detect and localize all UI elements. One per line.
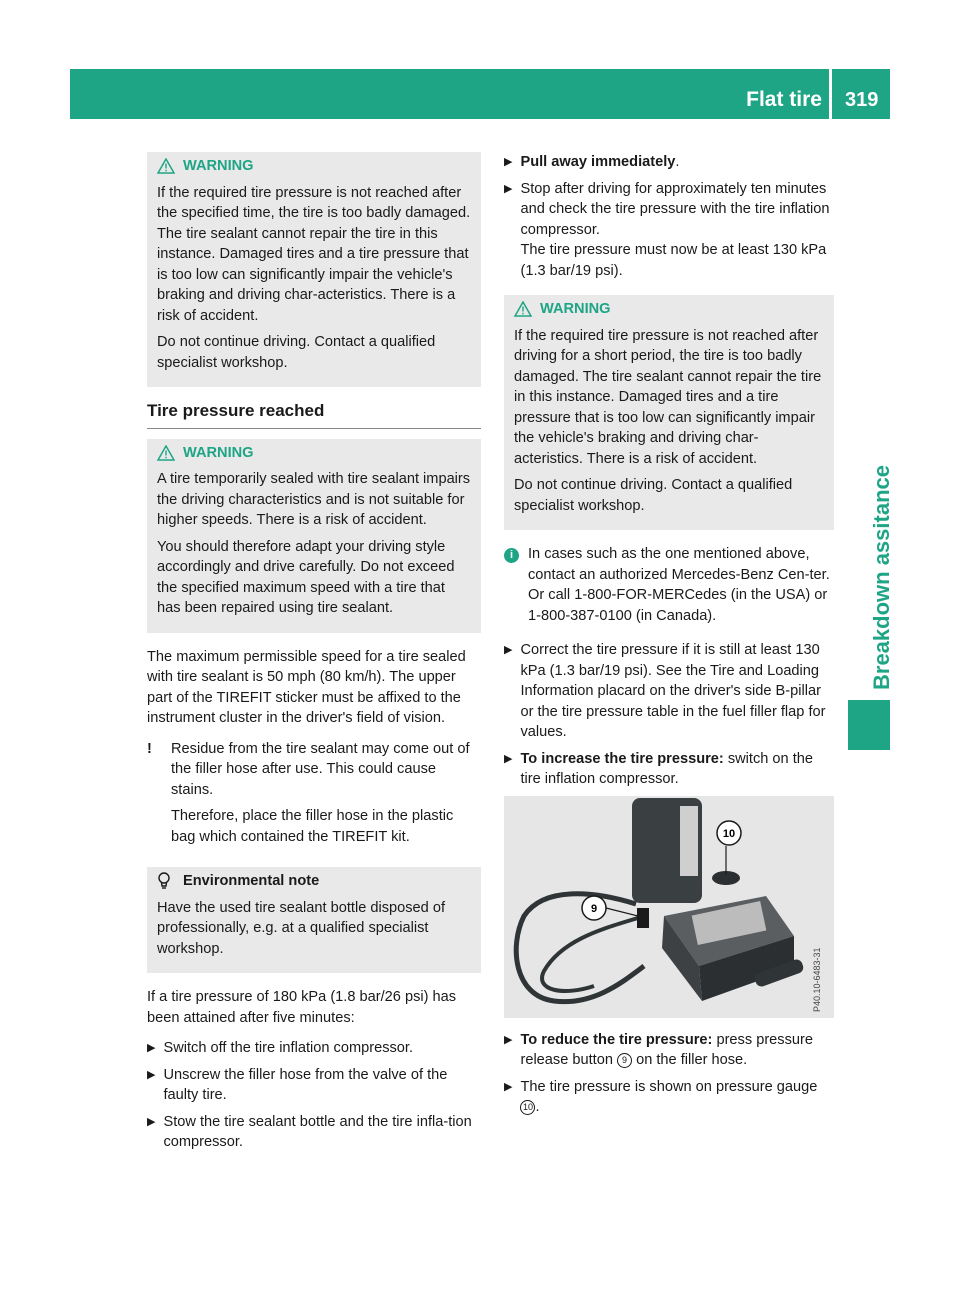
header-separator	[829, 69, 832, 119]
tirefit-kit-illustration	[504, 796, 834, 1018]
step-arrow-icon: ▶	[504, 182, 513, 195]
step-item: ▶ To reduce the tire pressure: press pressure release button 9 on the filler hose.	[504, 1030, 834, 1071]
step-item: ▶ Stop after driving for approximately ten minutes and check the tire pressure with the tire inflation compressor. The tire pressure must now be at least 130 kPa (1.3 bar/19 psi).	[504, 179, 834, 282]
warning-heading	[157, 443, 471, 464]
step-arrow-icon: ▶	[504, 1080, 513, 1093]
step-item: ▶ Pull away immediately.	[504, 152, 834, 173]
warning-title: WARNING	[183, 158, 254, 174]
warning-text: Do not continue driving. Contact a qualified specialist workshop.	[157, 334, 436, 371]
step-item: ▶ Switch off the tire inflation compressor.	[147, 1038, 481, 1059]
step-arrow-icon: ▶	[504, 1033, 513, 1046]
step-item: ▶ To increase the tire pressure: switch on the tire inflation compressor.	[504, 749, 834, 790]
caution-note	[147, 739, 481, 854]
step-arrow-icon: ▶	[504, 752, 513, 765]
callout-9: 9	[590, 902, 598, 915]
tirefit-kit-drawing	[504, 796, 834, 1018]
page-number: 319	[845, 89, 879, 111]
warning-text: A tire temporarily sealed with tire sealant impairs the driving characteristics and is not suitable for higher speeds. There is a risk of accident.	[157, 471, 471, 528]
warning-heading	[157, 156, 471, 177]
figure-code: P40.10-6483-31	[812, 946, 822, 1012]
right-column	[504, 152, 834, 1124]
side-tab-block	[848, 700, 890, 750]
environmental-note-title: Environmental note	[183, 873, 320, 889]
step-arrow-icon: ▶	[504, 644, 513, 656]
warning-title: WARNING	[183, 444, 254, 461]
environmental-note-box	[147, 867, 481, 973]
reference-9: 9	[617, 1053, 632, 1068]
environmental-note-text: Have the used tire sealant bottle disposed of professionally, e.g. at a qualified specialist workshop.	[157, 899, 446, 957]
step-item: ▶ Correct the tire pressure if it is still at least 130 kPa (1.3 bar/19 psi). See the Tire and Loading Information placard on the driver's side B-pillar or the tire pressure table in the fuel filler flap for values.	[504, 640, 834, 743]
caution-text: Residue from the tire sealant may come out of the filler hose after use. This could cause stains.	[171, 740, 470, 798]
info-icon: i	[504, 548, 519, 563]
warning-text: Do not continue driving. Contact a qualified specialist workshop.	[514, 477, 793, 514]
callout-10: 10	[722, 827, 736, 840]
body-paragraph: If a tire pressure of 180 kPa (1.8 bar/26 psi) has been attained after five minutes:	[147, 989, 457, 1026]
step-arrow-icon: ▶	[147, 1115, 156, 1128]
step-arrow-icon: ▶	[147, 1042, 156, 1054]
section-title: Flat tire	[746, 88, 822, 111]
warning-text: If the required tire pressure is not reached after the specified time, the tire is too badly damaged. The tire sealant cannot repair the tire in this instance. Damaged tires and a tire pressure that is too low can significantly impair the vehicle's braking and driving char-acteristics. There is a risk of accident.	[157, 184, 471, 324]
warning-heading	[514, 299, 824, 320]
info-note	[504, 544, 834, 632]
warning-box	[147, 439, 481, 633]
step-item: ▶ The tire pressure is shown on pressure gauge 10 .	[504, 1077, 834, 1118]
warning-text: If the required tire pressure is not reached after driving for a short period, the tire is too badly damaged. The tire sealant cannot repair the tire in this instance. Damaged tires and a tire pressure that is too low can significantly impair the vehicle's braking and driving char-acteristics. There is a risk of accident.	[514, 327, 822, 467]
step-arrow-icon: ▶	[504, 156, 513, 168]
side-tab-label: Breakdown assitance	[869, 465, 894, 690]
reference-10: 10	[520, 1100, 535, 1115]
step-item: ▶ Stow the tire sealant bottle and the tire infla-tion compressor.	[147, 1112, 481, 1153]
warning-title: WARNING	[540, 301, 611, 317]
warning-text: You should therefore adapt your driving style accordingly and drive carefully. Do not exceed the specified maximum speed with a tire that has been repaired using tire sealant.	[157, 538, 455, 616]
warning-triangle-icon	[157, 445, 175, 461]
info-text: In cases such as the one mentioned above, contact an authorized Mercedes-Benz Cen-ter. Or call 1-800-FOR-MERCedes (in the USA) or 1-800-387-0100 (in Canada).	[528, 546, 830, 624]
step-item: ▶ Unscrew the filler hose from the valve of the faulty tire.	[147, 1065, 481, 1106]
warning-triangle-icon	[514, 301, 532, 317]
left-column	[147, 152, 481, 1159]
step-arrow-icon: ▶	[147, 1068, 156, 1081]
lightbulb-icon	[157, 872, 171, 890]
subheading: Tire pressure reached	[147, 401, 481, 429]
caution-text: Therefore, place the filler hose in the plastic bag which contained the TIREFIT kit.	[171, 808, 454, 845]
exclamation-icon: !	[147, 740, 152, 757]
environmental-note-heading	[157, 871, 471, 892]
warning-box	[147, 152, 481, 387]
warning-triangle-icon	[157, 158, 175, 174]
warning-box	[504, 295, 834, 530]
body-paragraph: The maximum permissible speed for a tire sealed with tire sealant is 50 mph (80 km/h). The upper part of the TIREFIT sticker must be affixed to the instrument cluster in the driver's field of vision.	[147, 648, 466, 726]
